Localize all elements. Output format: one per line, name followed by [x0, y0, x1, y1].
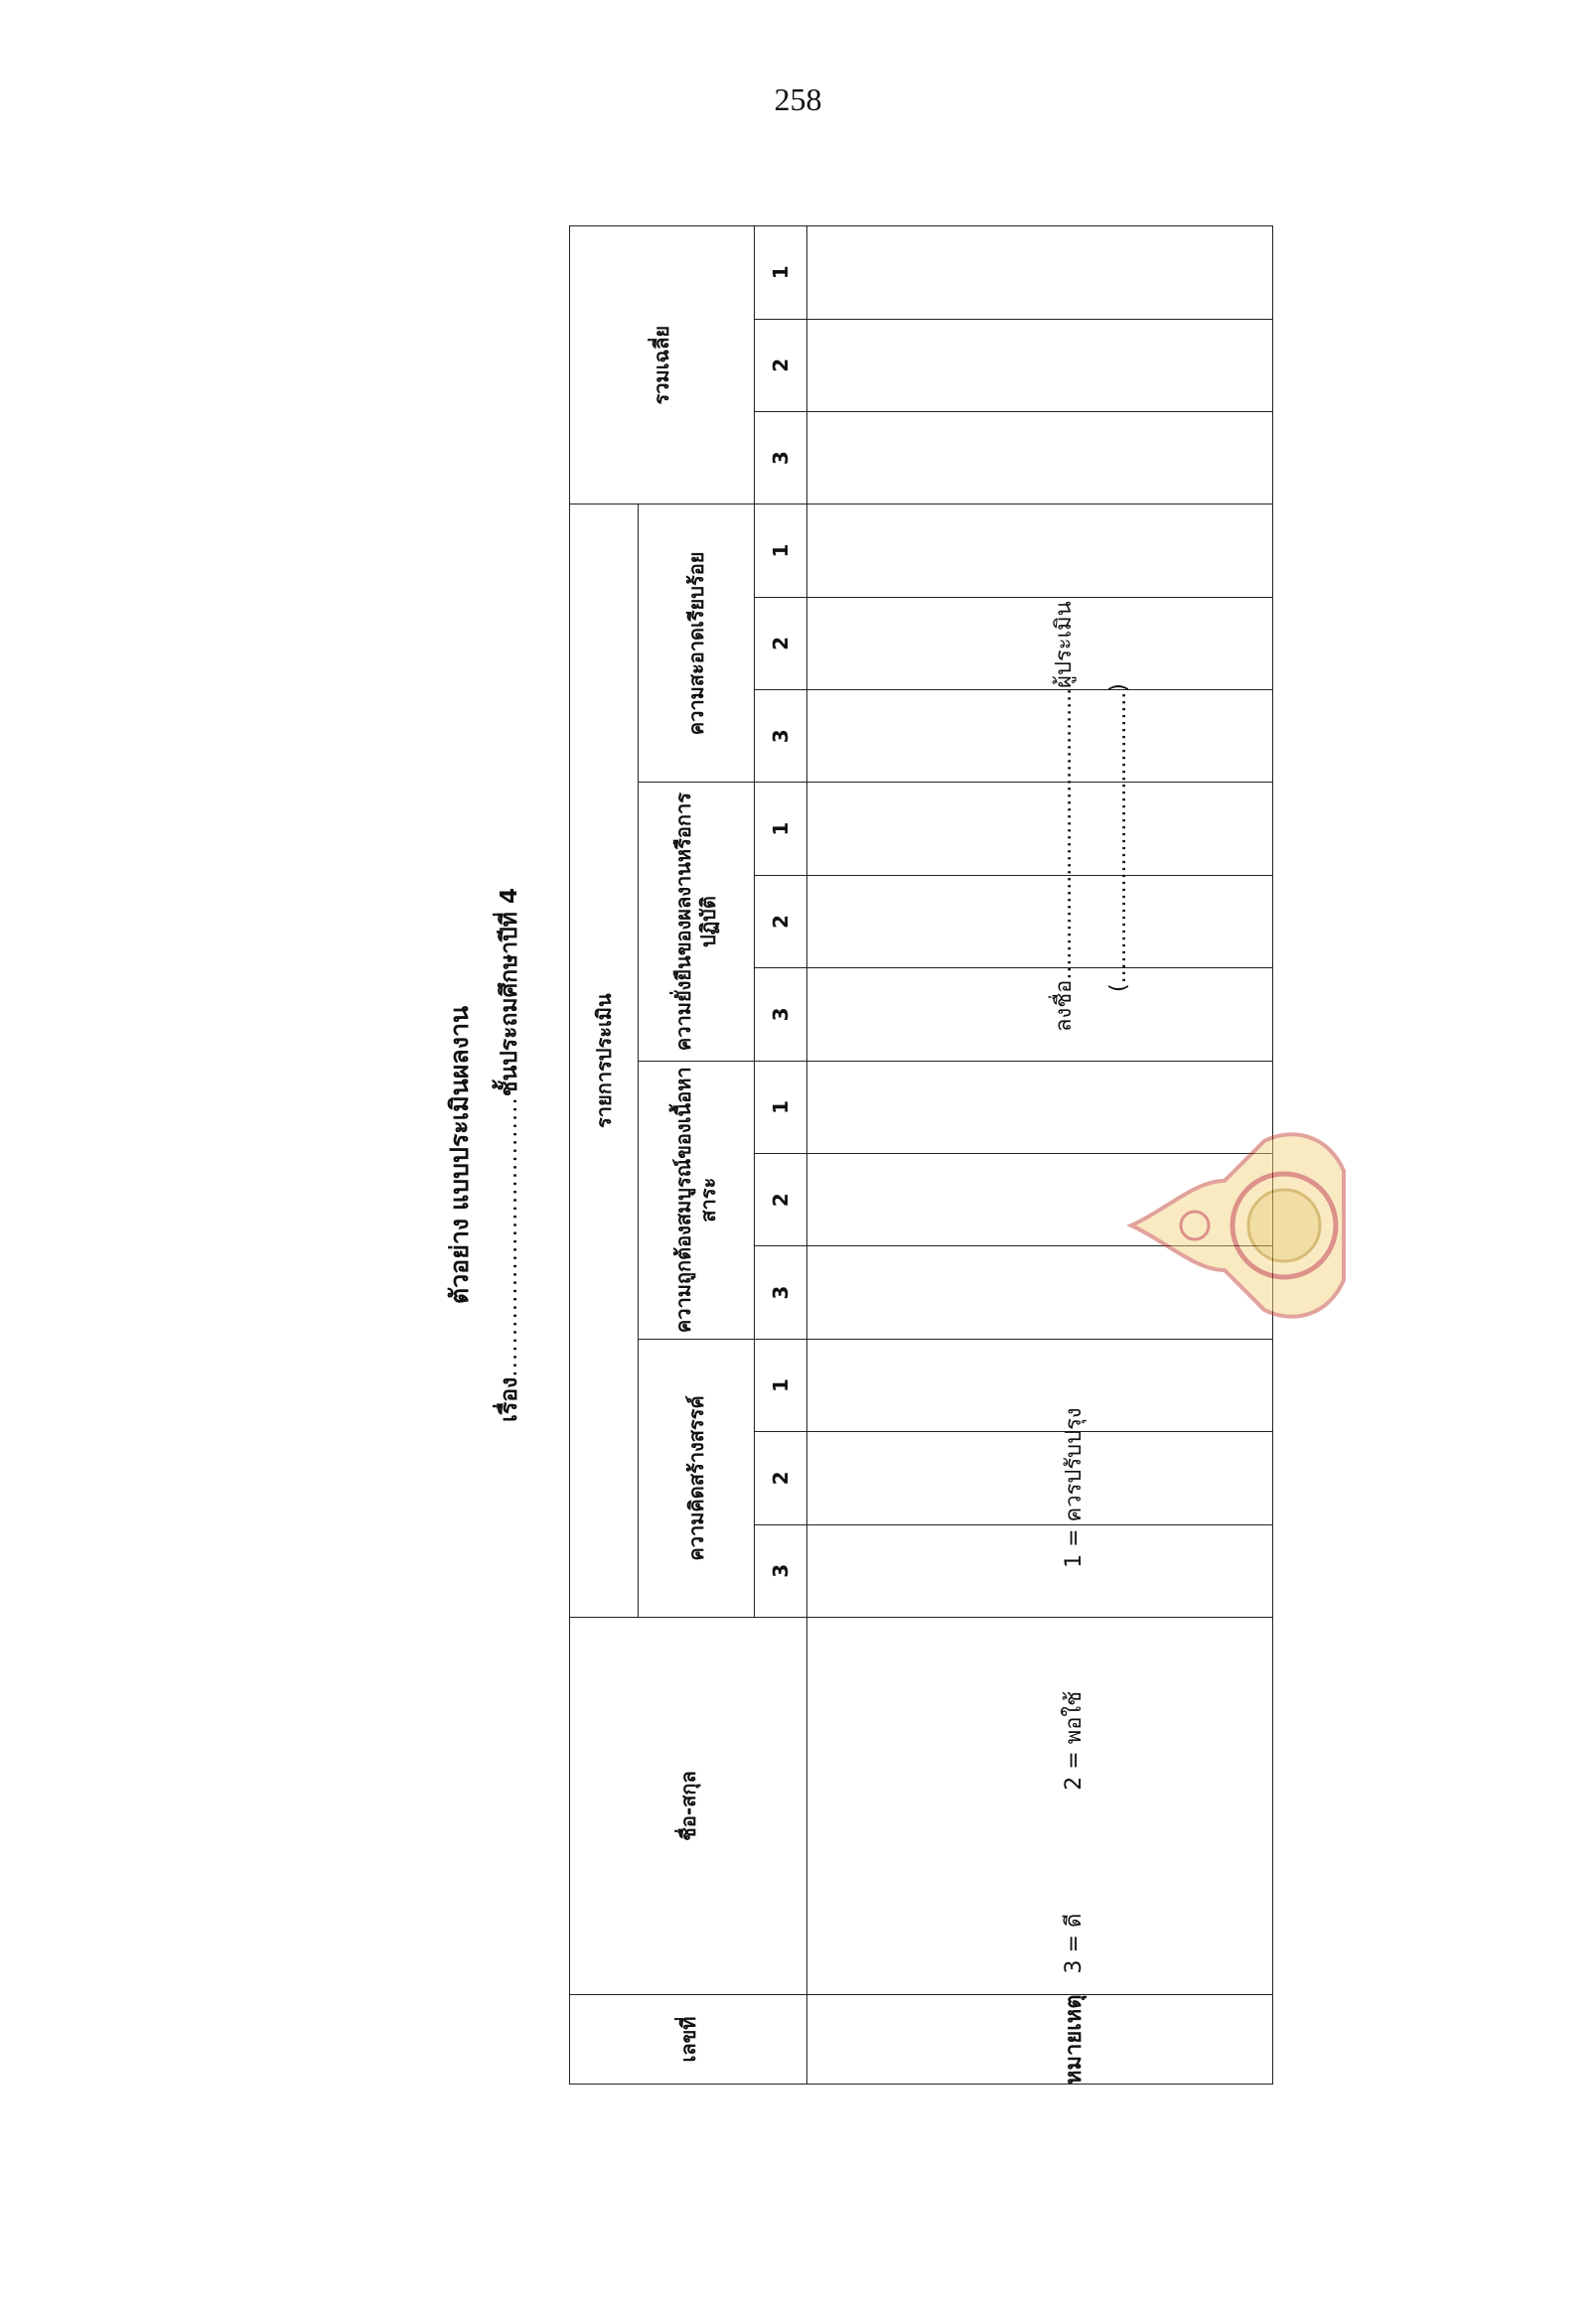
- score-header: 2: [755, 875, 807, 967]
- subject-label: เรื่อง: [497, 1376, 522, 1422]
- criterion-header: ความคิดสร้างสรรค์: [639, 1339, 755, 1617]
- grade-label: ชั้นประถมศึกษาปีที่ 4: [497, 888, 522, 1097]
- form-title: แบบประเมินผลงาน: [445, 1005, 474, 1211]
- title-prefix: ตัวอย่าง: [445, 1218, 474, 1305]
- blank-cell[interactable]: [807, 1618, 1273, 1995]
- subject-line: [492, 225, 527, 2085]
- score-header: 1: [755, 504, 807, 597]
- subject-dots: ..................................: [497, 1096, 522, 1377]
- blank-cell[interactable]: [807, 319, 1273, 411]
- score-header: 2: [755, 319, 807, 411]
- score-header: 2: [755, 597, 807, 689]
- evaluator-role: ผู้ประเมิน: [1052, 601, 1077, 688]
- score-header: 3: [755, 1246, 807, 1339]
- score-header: 2: [755, 1432, 807, 1524]
- score-header: 2: [755, 1154, 807, 1246]
- page-number: 258: [774, 81, 822, 117]
- sign-dots: ..........................................: [1052, 687, 1077, 980]
- sign-label: ลงชื่อ: [1052, 979, 1077, 1032]
- col-no-header: เลขที่: [570, 1995, 807, 2085]
- blank-cell[interactable]: [807, 597, 1273, 689]
- note-line: [1056, 992, 1090, 2085]
- criterion-header: ความสะอาดเรียบร้อย: [639, 504, 755, 783]
- signature-block: [1046, 337, 1131, 1032]
- blank-cell[interactable]: [807, 411, 1273, 504]
- score-header: 3: [755, 690, 807, 783]
- blank-cell[interactable]: [807, 875, 1273, 967]
- blank-cell[interactable]: [807, 1339, 1273, 1431]
- score-header: 3: [755, 968, 807, 1061]
- note-label: หมายเหตุ: [1062, 1994, 1087, 2085]
- score-header: 1: [755, 783, 807, 875]
- col-group-header: รายการประเมิน: [570, 504, 639, 1618]
- blank-cell[interactable]: [807, 504, 1273, 597]
- blank-cell[interactable]: [807, 968, 1273, 1061]
- agency-seal-watermark: [1125, 1121, 1354, 1330]
- score-header: 1: [755, 1061, 807, 1153]
- score-header: 1: [755, 1339, 807, 1431]
- assessment-form: [440, 225, 1155, 2085]
- blank-cell[interactable]: [807, 1524, 1273, 1617]
- note-item: 1 = ควรปรับปรุง: [1062, 1407, 1087, 1568]
- note-item: 3 = ดี: [1062, 1913, 1087, 1974]
- criterion-header: ความยั่งยืนของผลงานหรือการปฏิบัติ: [639, 783, 755, 1061]
- score-header: 3: [755, 411, 807, 504]
- blank-cell[interactable]: [807, 226, 1273, 320]
- note-item: 2 = พอใช้: [1062, 1690, 1087, 1791]
- blank-cell[interactable]: [807, 783, 1273, 875]
- blank-cell[interactable]: [807, 1995, 1273, 2085]
- score-header: 3: [755, 1524, 807, 1617]
- blank-cell[interactable]: [807, 1432, 1273, 1524]
- score-header: 1: [755, 226, 807, 320]
- criterion-header: ความถูกต้องสมบูรณ์ของเนื้อหาสาระ: [639, 1061, 755, 1339]
- blank-cell[interactable]: [807, 690, 1273, 783]
- name-line: (..........................................): [1106, 683, 1131, 992]
- col-name-header: ชื่อ-สกุล: [570, 1618, 807, 1995]
- form-heading: [440, 225, 480, 2085]
- col-total-header: รวมเฉลี่ย: [570, 226, 755, 504]
